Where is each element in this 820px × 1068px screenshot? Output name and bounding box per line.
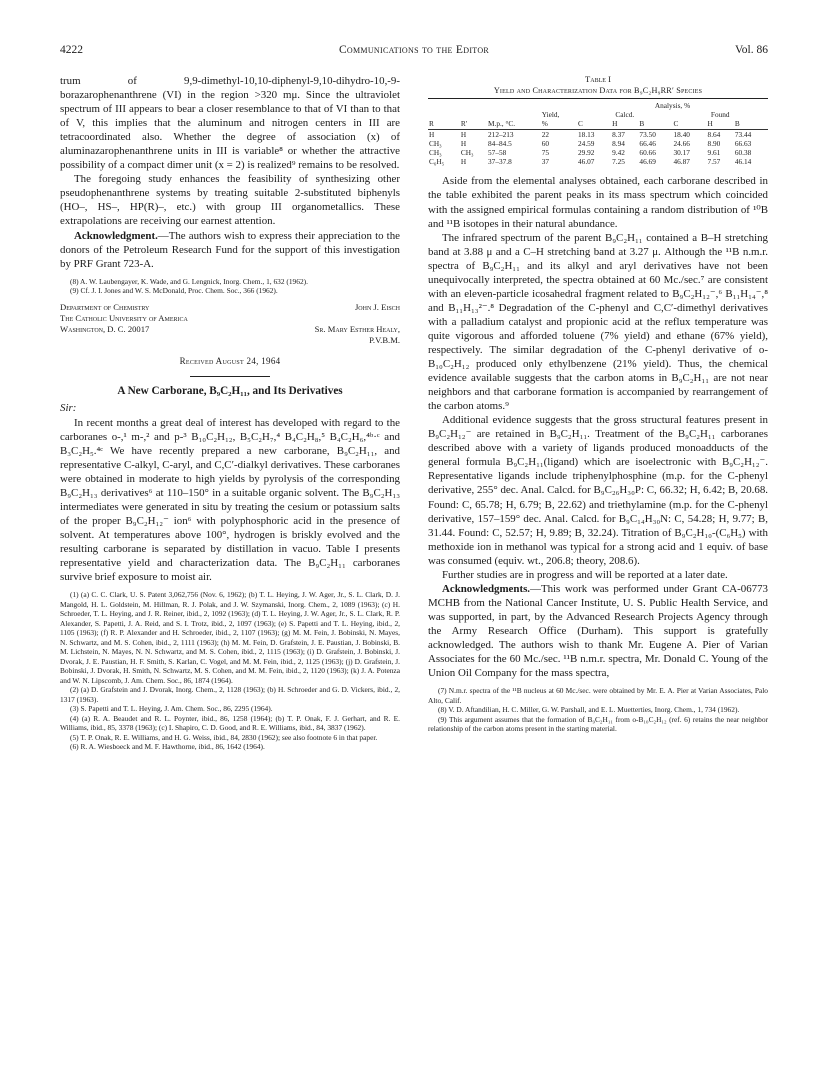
acknowledgment-body: —The authors wish to express their appreciation to the donors of the Petroleum Research Fund for the support of this investigation by PRF Grant 723-A.	[60, 229, 400, 270]
table-cell: 29.92	[578, 148, 595, 158]
calcd-header: Calcd.	[615, 110, 635, 120]
column-header: M.p., °C.	[487, 119, 541, 129]
salutation: Sir:	[60, 401, 77, 414]
table-header-row	[428, 110, 768, 119]
table-row	[428, 139, 768, 148]
table-cell: 24.59	[578, 138, 595, 148]
journal-page	[60, 34, 768, 1054]
yield-header: Yield,	[541, 110, 560, 120]
author-name: Sr. Mary Esther Healy,	[314, 323, 400, 334]
university: The Catholic University of America	[60, 312, 188, 323]
table-cell: 60.38	[734, 148, 752, 158]
column-header: B	[734, 119, 768, 129]
footnote: (4) (a) R. A. Beaudet and R. L. Poynter, ibid., 86, 1258 (1964); (b) T. P. Onak, F. J. Gerhart, and R. E. Williams, ibid., 85, 3378 (1963); (c) I. Shapiro, C. D. Good, and R. E. Williams, ibid., 84, 3837 (1962).	[60, 713, 400, 733]
acknowledgment-body: —This work was performed under Grant CA-06773 MCHB from the National Cancer Institute, U. S. Public Health Service, and was supported, in part, by the Advanced Research Projects Agency through the Army Research Office (Durham). This support is gratefully acknowledged. The authors wish to thank Mr. Eugene A. Pier of Varian Associates for the 60 Mc./sec. ¹¹B n.m.r. spectra, Mr. Donald C. Young of the Union Oil Company for the mass spectra,	[428, 582, 768, 680]
table-cell: 84–84.5	[488, 138, 512, 148]
table-cell: 73.44	[734, 129, 752, 139]
left-column	[60, 74, 400, 752]
footnotes-block	[60, 277, 400, 296]
table-cell: 24.66	[673, 138, 690, 148]
table-cell: 57–58	[488, 148, 507, 158]
table-cell: CH₃	[429, 138, 442, 148]
table-cell: 37	[541, 157, 550, 167]
data-table	[428, 101, 768, 166]
footnote: (8) A. W. Laubengayer, K. Wade, and G. Lengnick, Inorg. Chem., 1, 632 (1962).	[70, 276, 308, 286]
table-header-row	[428, 101, 768, 110]
table-cell: CH₃	[460, 148, 474, 158]
footnote: (8) V. D. Aftandilian, H. C. Miller, G. W. Parshall, and E. L. Muetterties, Inorg. Chem., 1, 734 (1962).	[438, 705, 740, 715]
table-cell: CH₃	[429, 148, 442, 158]
table-cell: 8.90	[707, 138, 721, 148]
table-cell: 18.40	[673, 129, 690, 139]
department: Department of Chemistry	[60, 301, 150, 312]
table-cell: 60.66	[639, 148, 656, 158]
table-cell: 46.87	[673, 157, 690, 167]
table-row	[428, 129, 768, 139]
footnote: (9) This argument assumes that the formation of B₉C₂H₁₁ from o-B₁₀C₂H₁₂ (ref. 6) retains the near neighbor relationship of the carbon atoms present in the starting material.	[428, 714, 768, 734]
paragraph: The infrared spectrum of the parent B₉C₂H₁₁ contained a B–H stretching band at 3.88 μ and a C–H stretching band at 3.27 μ. Although the ¹¹B n.m.r. spectra of B₉C₂H₁₁ and its alkyl and aryl derivatives have not been unequivocally interpreted, the spectra obtained at 60 Mc./sec.⁷ are consistent with an eleven-particle icosahedral fragment related to B₉C₂H₁₂⁻,⁶ B₁₁H₁₄⁻,⁸ and B₁₁H₁₃²⁻.⁸ Degradation of the C-phenyl and C,C′-dimethyl derivatives with a palladium catalyst and propionic acid at the reflux temperature was quite vigorous and afforded toluene (7% yield) and ethane (67% yield), respectively. The similar degradation of the C-phenyl derivative of o-B₁₀C₂H₁₂ produced only ethylbenzene (21% yield). Thus, the chemical evidence available suggests that the carbon atoms in B₉C₂H₁₁ are not near neighbors and that carborane formation is accompanied by rearrangement of the carbon atoms.⁹	[428, 231, 768, 413]
acknowledgment-paragraph	[428, 582, 768, 680]
table-title: Yield and Characterization Data for B₉C₂H₉RR′ Species	[493, 86, 703, 95]
table-header-row	[428, 119, 768, 129]
acknowledgment-paragraph	[60, 229, 400, 271]
table-cell: 66.46	[639, 138, 656, 148]
table-cell: H	[429, 129, 435, 139]
column-header: R′	[460, 119, 487, 129]
table-cell: H	[460, 138, 467, 148]
table-cell: C₆H₅	[429, 157, 445, 167]
table-cell: 8.94	[612, 138, 625, 148]
footnote: (3) S. Papetti and T. L. Heying, J. Am. Chem. Soc., 86, 2295 (1964).	[70, 704, 273, 714]
column-header: H	[707, 119, 734, 129]
paragraph: The foregoing study enhances the feasibility of synthesizing other pseudophenanthrene systems by treating suitable 2-substituted biphenyls (HO–, HS–, HP(R)–, etc.) with group III organometallics. These extrapolations are receiving our earnest attention.	[60, 173, 400, 228]
paragraph: Additional evidence suggests that the gross structural features present in B₉C₂H₁₂⁻ are retained in B₉C₂H₁₁. Treatment of the B₉C₂H₁₁ carboranes described above with a variety of ligands produced monoadducts of the general formula B₉C₂H₁₁(ligand) which are isoelectronic with B₉C₂H₁₂⁻. Representative ligands include triphenylphosphine (m.p. for the C-phenyl derivative, 255° dec. Anal. Calcd. for B₉C₂₆H₃₀P: C, 66.32; H, 6.42; B, 20.68. Found: C, 65.78; H, 6.79; B, 22.62) and triethylamine (m.p. for the C-phenyl derivative, 157–159° dec. Anal. Calcd. for B₉C₁₄H₃₀N: C, 54.28; H, 9.77; B, 31.44. Found: C, 52.57; H, 9.89; B, 32.24). Titration of B₉C₂H₁₀-(C₆H₅) with methoxide ion in methanol was typical for a strong acid and 1 equiv. of base was consumed (equiv. wt., 206.8; theory, 208.6).	[428, 414, 768, 567]
footnote: (2) (a) D. Grafstein and J. Dvorak, Inorg. Chem., 2, 1128 (1963); (b) H. Schroeder and G. D. Vickers, ibid., 2, 1317 (1963).	[60, 685, 400, 704]
footnotes-block	[60, 590, 400, 752]
table-row	[428, 148, 768, 157]
table-cell: 8.64	[707, 129, 721, 139]
running-header	[60, 44, 768, 60]
table-cell: 46.69	[639, 157, 656, 167]
divider	[428, 98, 768, 99]
right-column	[428, 74, 768, 734]
footnote: (9) Cf. J. I. Jones and W. S. McDonald, Proc. Chem. Soc., 366 (1962).	[70, 286, 278, 296]
footnote: (7) N.m.r. spectra of the ¹¹B nucleus at 60 Mc./sec. were obtained by Mr. E. A. Pier at Varian Associates, Palo Alto, Calif.	[428, 686, 768, 705]
table-cell: 46.14	[734, 157, 752, 167]
page-number: 4222	[60, 44, 83, 56]
footnote: (1) (a) C. C. Clark, U. S. Patent 3,062,756 (Nov. 6, 1962); (b) T. L. Heying, J. W. Ager, Jr., S. L. Clark, D. J. Mangold, H. L. Goldstein, M. Hillman, R. J. Polak, and J. W. Szymanski, Inorg. Chem., 2, 1089 (1963); (c) H. Schroeder, T. L. Heying, and J. R. Reiner, ibid., 2, 1092 (1963); (d) T. L. Heying, J. W. Ager, Jr., S. L. Clark, R. P. Alexander, S. Papetti, J. A. Reid, and S. I. Trotz, ibid., 2, 1097 (1963); (e) S. Papetti and T. L. Heying, ibid., 2, 1105 (1963); (f) R. P. Alexander and H. Schroeder, ibid., 2, 1107 (1963); (g) M. M. Fein, J. Bobinski, N. Mayes, N. Schwartz, and M. S. Cohen, ibid., 2, 1111 (1963); (h) M. M. Fein, D. Grafstein, J. E. Paustian, J. Bobinski, B. M. Lichstein, N. Mayes, N. N. Schwartz, and M. S. Cohen, ibid., 2, 1115 (1963); (i) D. Grafstein, J. Bobinski, J. Dvorak, J. E. Paustian, H. F. Smith, S. Karlan, C. Vogel, and M. M. Fein, ibid., 2, 1125 (1963); (j) D. Grafstein, J. Bobinski, J. Dvorak, H. Smith, N. Schwartz, M. S. Cohen, and M. M. Fein, ibid., 2, 1120 (1963); (k) J. A. Potenza and W. N. Lipscomb, J. Am. Chem. Soc., 86, 1874 (1964).	[60, 590, 400, 685]
paragraph: Further studies are in progress and will be reported at a later date.	[442, 568, 728, 581]
author-name: John J. Eisch	[354, 301, 400, 312]
table-cell: 212–213	[488, 129, 514, 139]
table-cell: 73.50	[639, 129, 656, 139]
column-header: B	[638, 119, 672, 129]
table-cell: H	[460, 157, 467, 167]
found-header: Found	[710, 110, 730, 120]
table-cell: 9.61	[707, 148, 721, 158]
analysis-header: Analysis, %	[654, 101, 691, 110]
column-header: C	[577, 119, 611, 129]
divider	[190, 376, 270, 377]
table-cell: 60	[541, 138, 550, 148]
footnote: (6) R. A. Wiesboeck and M. F. Hawthorne, ibid., 86, 1642 (1964).	[70, 742, 265, 752]
paragraph: Aside from the elemental analyses obtained, each carborane described in the table exhibited the parent peaks in its mass spectrum which coincided with the assigned empirical formulas containing a random distribution of ¹⁰B and ¹¹B isotopes in their natural abundance.	[428, 175, 768, 230]
volume-number: Vol. 86	[734, 44, 768, 56]
footnotes-block	[428, 686, 768, 734]
table-cell: H	[460, 129, 467, 139]
article-title: A New Carborane, B₉C₂H₁₁, and Its Derivatives	[117, 384, 343, 397]
table-caption: Table I	[585, 74, 611, 84]
table-cell: 7.25	[612, 157, 625, 167]
table-cell: 46.07	[578, 157, 595, 167]
acknowledgment-heading: Acknowledgments.	[442, 582, 531, 595]
column-header: R	[428, 119, 460, 129]
city: Washington, D. C. 20017	[60, 323, 150, 334]
table-cell: 30.17	[673, 148, 690, 158]
table-cell: 8.37	[612, 129, 625, 139]
table-cell: 18.13	[578, 129, 595, 139]
column-header: H	[611, 119, 638, 129]
received-date: Received August 24, 1964	[179, 355, 281, 366]
column-header: C	[672, 119, 706, 129]
author-address	[60, 302, 400, 346]
author-suffix: P.V.B.M.	[369, 334, 400, 345]
footnote: (5) T. P. Onak, R. E. Williams, and H. G. Weiss, ibid., 84, 2830 (1962); see also footnote 6 in that paper.	[70, 732, 378, 742]
paragraph: trum of 9,9-dimethyl-10,10-diphenyl-9,10-dihydro-10,-9-borazarophenanthrene (VI) in the region >320 mμ. Since the ultraviolet spectrum of III appears to bear a closer resemblance to that of VI than to that of V, this implies that the aluminum and nitrogen centers in III are tetracoordinated also. Whether the degree of association (x) of aluminazarophenanthrene units in III is variable⁸ or whether the attractive possibility of a compact dimer unit (x = 2) is realized⁹ remains to be resolved.	[60, 75, 400, 172]
table-cell: 66.63	[734, 138, 752, 148]
column-header: %	[541, 119, 577, 129]
table-cell: 22	[541, 129, 550, 139]
paragraph: In recent months a great deal of interest has developed with regard to the carboranes o-,¹ m-,² and p-³ B₁₀C₂H₁₂, B₅C₂H₇,⁴ B₄C₂H₈,⁵ B₄C₂H₆,⁴ᵇ·ᶜ and B₃C₂H₅.⁴ᶜ We have recently prepared a new carborane, B₉C₂H₁₁, and representative C-alkyl, C-aryl, and C,C′-dialkyl derivatives. These carboranes were obtained in moderate to high yields by pyrolysis of the corresponding B₉C₂H₁₃ derivatives⁶ at 110–150° in a suitable organic solvent. The B₉C₂H₁₃ intermediates were generated in situ by treating the cesium or potassium salts of the proper B₉C₂H₁₂⁻ ion⁶ with polyphosphoric acid in the presence of solvent. At temperatures above 100°, hydrogen is briskly evolved and the resulting carborane is separated by distillation in vacuo. Table I presents representative yield and characterization data. The B₉C₂H₁₁ carboranes survive brief exposure to moist air.	[60, 416, 400, 584]
table-cell: 7.57	[707, 157, 721, 167]
table-cell: 75	[541, 148, 550, 158]
table-cell: 9.42	[612, 148, 625, 158]
journal-section-title: Communications to the Editor	[338, 44, 490, 56]
acknowledgment-heading: Acknowledgment.	[74, 229, 158, 242]
table-cell: 37–37.8	[488, 157, 512, 167]
table-row	[428, 157, 768, 166]
